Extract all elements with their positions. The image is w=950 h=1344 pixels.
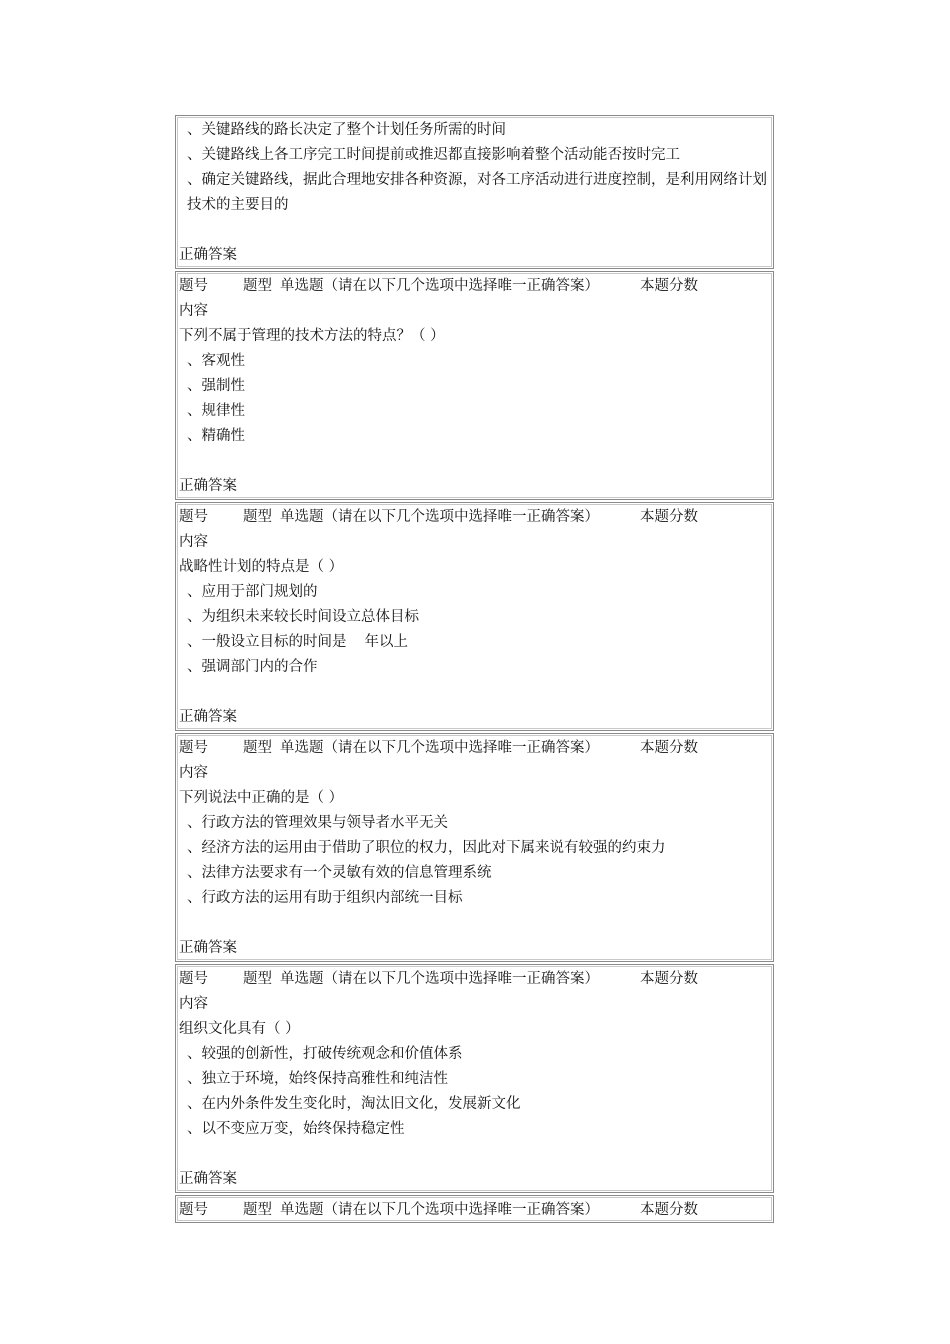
content-label: 内容: [179, 996, 208, 1012]
content-label: 内容: [179, 765, 208, 781]
question-header: [179, 274, 770, 299]
type-label: 题型: [243, 509, 272, 525]
option-c: 、在内外条件发生变化时，淘汰旧文化，发展新文化: [187, 1096, 521, 1112]
type-label: 题型: [243, 278, 272, 294]
content-label: 内容: [179, 303, 208, 319]
type-label: 题型: [243, 740, 272, 756]
spacer: [179, 449, 770, 474]
content-label: 内容: [179, 534, 208, 550]
number-label: 题号: [179, 740, 208, 756]
option-c: [179, 630, 770, 655]
option-d: 、行政方法的运用有助于组织内部统一目标: [187, 890, 463, 906]
type-value: 单选题（请在以下几个选项中选择唯一正确答案）: [280, 971, 599, 987]
question-block-2: [175, 502, 774, 731]
option-c: 、规律性: [187, 403, 245, 419]
score-label: 本题分数: [640, 971, 698, 987]
score-label: 本题分数: [640, 1202, 698, 1218]
spacer: [179, 911, 770, 936]
number-label: 题号: [179, 971, 208, 987]
type-value: 单选题（请在以下几个选项中选择唯一正确答案）: [280, 278, 599, 294]
option-a: 、较强的创新性，打破传统观念和价值体系: [187, 1046, 463, 1062]
score-label: 本题分数: [640, 509, 698, 525]
type-label: 题型: [243, 1202, 272, 1218]
type-value: 单选题（请在以下几个选项中选择唯一正确答案）: [280, 740, 599, 756]
question-block-3: [175, 733, 774, 962]
option-b: 、强制性: [187, 378, 245, 394]
answer-label: 正确答案: [179, 940, 237, 956]
spacer: [179, 1142, 770, 1167]
question-block-4: [175, 964, 774, 1193]
option-a: 、客观性: [187, 353, 245, 369]
number-label: 题号: [179, 1202, 208, 1218]
option-c-tail: 年以上: [364, 634, 408, 650]
question-block-5: [175, 1195, 774, 1223]
score-label: 本题分数: [640, 278, 698, 294]
number-label: 题号: [179, 509, 208, 525]
option-b: 、独立于环境，始终保持高雅性和纯洁性: [187, 1071, 448, 1087]
question-stem: 下列说法中正确的是（ ）: [179, 790, 344, 806]
question-stem: 下列不属于管理的技术方法的特点？（ ）: [179, 328, 445, 344]
number-label: 题号: [179, 278, 208, 294]
question-stem: 组织文化具有（ ）: [179, 1021, 300, 1037]
type-label: 题型: [243, 971, 272, 987]
option-c-text: 、一般设立目标的时间是: [187, 634, 347, 650]
option-b: 、经济方法的运用由于借助了职位的权力，因此对下属来说有较强的约束力: [187, 840, 666, 856]
option-c: 、确定关键路线，据此合理地安排各种资源，对各工序活动进行进度控制，是利用网络计划技术的主要目的: [187, 172, 767, 213]
option-a: 、关键路线的路长决定了整个计划任务所需的时间: [187, 122, 506, 138]
answer-label: 正确答案: [179, 247, 237, 263]
option-c: 、法律方法要求有一个灵敏有效的信息管理系统: [187, 865, 492, 881]
option-a: 、应用于部门规划的: [187, 584, 318, 600]
option-b: 、为组织未来较长时间设立总体目标: [187, 609, 419, 625]
answer-label: 正确答案: [179, 478, 237, 494]
score-label: 本题分数: [640, 740, 698, 756]
type-value: 单选题（请在以下几个选项中选择唯一正确答案）: [280, 509, 599, 525]
question-sheet: [175, 115, 774, 1225]
spacer: [179, 218, 770, 243]
answer-label: 正确答案: [179, 1171, 237, 1187]
option-d: 、以不变应万变，始终保持稳定性: [187, 1121, 405, 1137]
option-d: 、强调部门内的合作: [187, 659, 318, 675]
question-block-0: [175, 115, 774, 269]
answer-label: 正确答案: [179, 709, 237, 725]
question-header: [179, 1198, 770, 1223]
question-header: [179, 505, 770, 530]
option-b: 、关键路线上各工序完工时间提前或推迟都直接影响着整个活动能否按时完工: [187, 147, 680, 163]
question-header: [179, 736, 770, 761]
option-d: 、精确性: [187, 428, 245, 444]
question-header: [179, 967, 770, 992]
question-stem: 战略性计划的特点是（ ）: [179, 559, 344, 575]
type-value: 单选题（请在以下几个选项中选择唯一正确答案）: [280, 1202, 599, 1218]
option-a: 、行政方法的管理效果与领导者水平无关: [187, 815, 448, 831]
spacer: [179, 680, 770, 705]
question-block-1: [175, 271, 774, 500]
